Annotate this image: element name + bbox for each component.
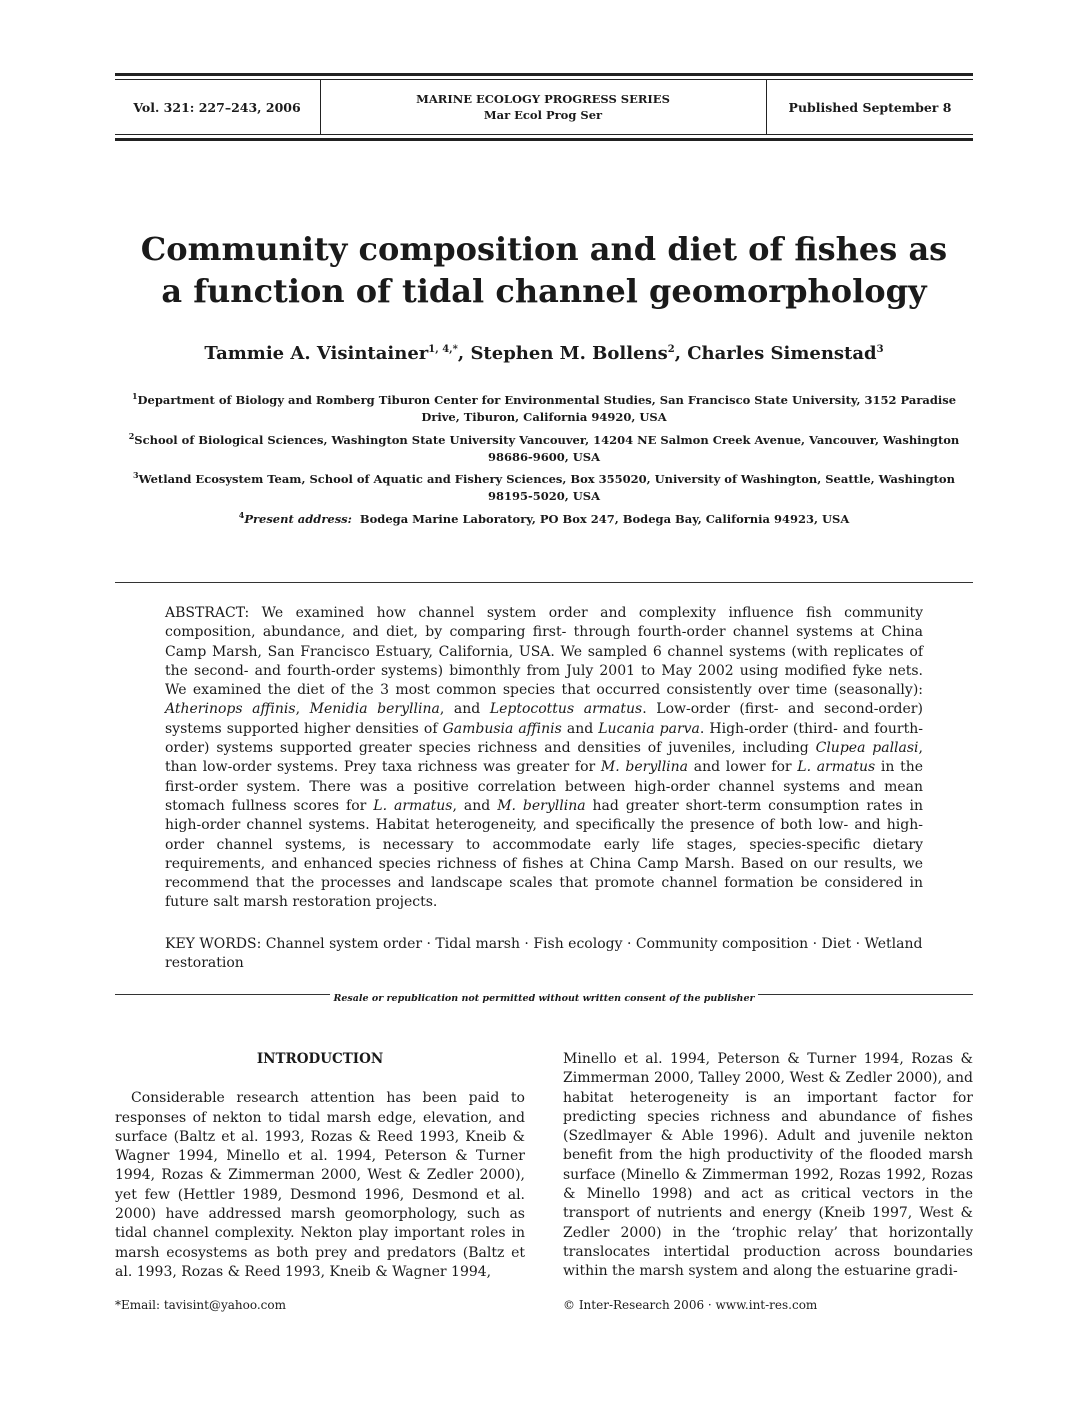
abstract: ABSTRACT: We examined how channel system order and complexity influence fish community composition, abundance, and diet, by comparing first- through fourth-order channel systems at China Camp Marsh, San Francisco Estuary, California, USA. We sampled 6 channel systems (with replicates of the second- and fourth-order systems) bimonthly from July 2001 to May 2002 using modified fyke nets. We examined the diet of the 3 most common species that occurred consistently over time (seasonally): Atherinops affinis, Menidia beryllina, and Leptocottus armatus. Low-order (first- and second-order) systems supported higher densities of Gambusia affinis and Lucania parva. High-order (third- and fourth-order) systems supported greater species richness and densities of juveniles, including Clupea pallasi, than low-order systems. Prey taxa richness was greater for M. beryllina and lower for L. armatus in the first-order system. There was a positive correlation between high-order channel systems and mean stomach fullness scores for L. armatus, and M. beryllina had greater short-term consumption rates in high-order channel systems. Habitat heterogeneity, and specifically the presence of both low- and high-order channel systems, is necessary to accommodate early life stages, species-specific dietary requirements, and enhanced species richness of fishes at China Camp Marsh. Based on our results, we recommend that the processes and landscape scales that promote channel formation be considered in future salt marsh restoration projects. [165,605,924,911]
affiliation: $^3$Wetland Ecosystem Team, School of Aquatic and Fishery Sciences, Box 355020, University of Washington, Seattle, Washington 98195-5020, USA [133,470,955,503]
footnote-email: *Email: tavisint@yahoo.com [115,1298,287,1312]
title-line: a function of tidal channel geomorphology [161,272,927,310]
volume-info: Vol. 321: 227–243, 2006 [133,99,301,115]
paragraph: Considerable research attention has been paid to responses of nekton to tidal marsh edge, elevation, and surface (Baltz et al. 1993, Rozas & Reed 1993, Kneib & Wagner 1994, Minello et al. 1994, Peterson & Turner 1994, Rozas & Zimmerman 2000, West & Zedler 2000), yet few (Hettler 1989, Desmond 1996, Desmond et al. 2000) have addressed marsh geomorphology, such as tidal channel complexity. Nekton play important roles in marsh ecosystems as both prey and predators (Baltz et al. 1993, Rozas & Reed 1993, Kneib & Wagner 1994, [115,1090,525,1280]
journal-name: MARINE ECOLOGY PROGRESS SERIES [416,92,670,106]
author-list: Tammie A. Visintainer$^{1, 4,*}$, Stephen M. Bollens$^2$, Charles Simenstad$^3$ [204,343,884,364]
author-affil-marker: 1, 4,* [428,344,458,355]
affiliation: $^2$School of Biological Sciences, Washington State University Vancouver, 14204 NE Salmon Creek Avenue, Vancouver, Washington 98686-9600, USA [128,431,960,464]
resale-notice [115,993,973,1004]
species-name: M. beryllina [497,797,586,814]
header-rule [115,138,973,141]
author-name: Charles Simenstad [687,343,877,364]
column-right [563,1050,973,1282]
abstract-label: ABSTRACT: [165,605,250,621]
section-heading: INTRODUCTION [256,1051,384,1067]
affiliation: $^1$Department of Biology and Romberg Tiburon Center for Environmental Studies, San Francisco State University, 3152 Paradise Drive, Tiburon, California 94920, USA [131,391,957,424]
paper-title [100,228,988,312]
author-affil-marker: 3 [876,344,884,355]
keywords [165,935,923,974]
header-rule [115,134,973,135]
title-line: Community composition and diet of fishes as [140,230,948,268]
journal-header [115,73,973,141]
copyright: © Inter-Research 2006 · www.int-res.com [563,1298,818,1312]
paragraph: Minello et al. 1994, Peterson & Turner 1994, Rozas & Zimmerman 2000, Talley 2000, West & Zedler 2000), and habitat heterogeneity is an important factor for predicting species richness and abundance of fishes (Szedlmayer & Able 1996). Adult and juvenile nekton benefit from the high productivity of the flooded marsh surface (Minello & Zimmerman 1992, Rozas 1992, Rozas & Minello 1998) and act as critical vectors in the transport of nutrients and energy (Kneib 1997, West & Zedler 2000) in the ‘trophic relay’ that horizontally translocates intertidal production across boundaries within the marsh system and along the estuarine gradi- [563,1051,973,1280]
section-divider [115,582,973,583]
species-name: L. armatus [797,759,876,776]
journal-abbrev: Mar Ecol Prog Ser [483,108,603,122]
species-name: Leptocottus armatus [489,701,643,718]
author-name: Tammie A. Visintainer [204,343,429,364]
keywords-label: KEY WORDS: [165,936,262,952]
affiliation: $^4$Present address: Bodega Marine Laboratory, PO Box 247, Bodega Bay, California 94923, USA [238,510,850,526]
author-name: Stephen M. Bollens [470,343,668,364]
species-name: L. armatus [373,797,453,814]
header-rule [115,73,973,76]
journal-name-block [321,80,765,134]
species-name: Menidia beryllina [309,701,440,718]
published-date: Published September 8 [788,99,952,115]
species-name: Gambusia affinis [442,720,562,737]
keywords-text: Channel system order · Tidal marsh · Fish ecology · Community composition · Diet · Wetland restoration [165,936,923,972]
column-left [115,1050,525,1282]
species-name: Lucania parva [598,720,700,737]
resale-text: Resale or republication not permitted without written consent of the publisher [330,993,757,1004]
species-name: Atherinops affinis [165,701,296,718]
species-name: M. beryllina [600,759,689,776]
species-name: Clupea pallasi [815,740,919,757]
author-affil-marker: 2 [667,344,675,355]
